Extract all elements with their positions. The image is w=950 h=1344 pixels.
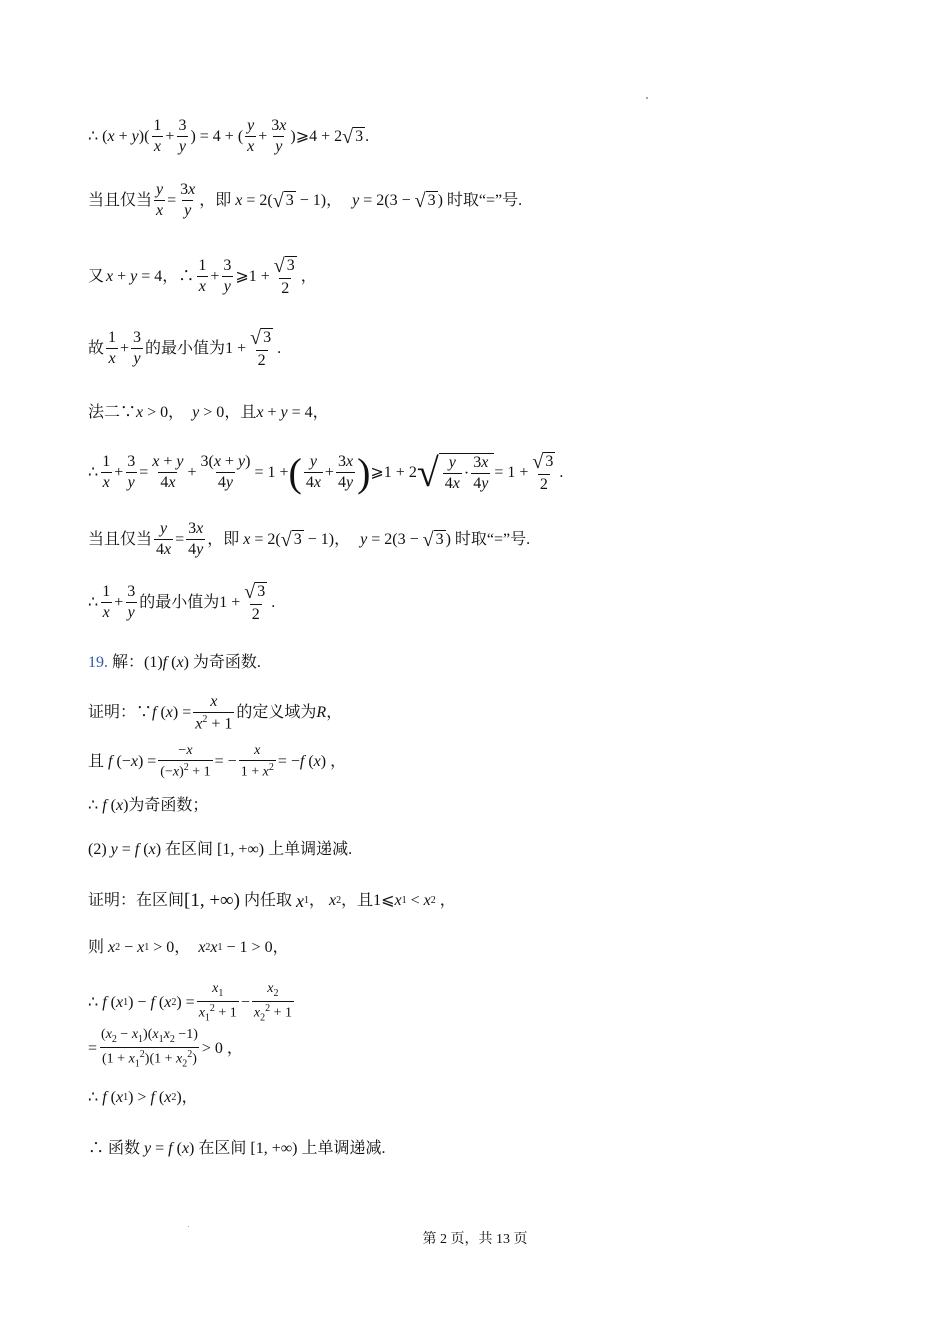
line-differences: 则 x 2 − x 1 > 0 ， x 2 x 1 − 1 > 0 ， [88,939,289,956]
part-2-header: (2) y = f ( x ) 在区间 [1, +∞) 上单调递减. [88,841,353,858]
question-19-header: 19. 解：(1) f ( x ) 为奇函数. [88,654,261,671]
line-domain-proof: 证明：∵ f ( x ) = $\frac{x}{x^2 + 1}$ 的定义域为 R ， [88,693,343,733]
line-conclusion-1: 故 1 x + $\frac{3}{y}$ 的最小值为 1 + √ 3 2 . [88,327,282,369]
question-number: 19. [88,654,108,671]
line-equality-condition-1: 当且仅当 $\frac{y}{x}$ = $\frac{3x}{y}$ ，即 x = 2( √ 3 − 1) ， y = 2(3 − √ 3 ) 时取“=”号. [88,181,523,219]
line-given-sum: 又 x + y = 4 ，∴ 1 x + $\frac{3}{y}$ ⩾1 + √ 3 2 ， [88,255,317,297]
line-method-two-header: 法二∵ x > 0 ， y > 0 ，且 x + y = 4 ， [88,404,329,421]
scan-dot-bottom [188,1226,189,1227]
line-method-two-derivation: ∴ 1 x + $\frac{3}{y}$ = $\frac{x + y}{4x}$ + $\frac{3(x + y)}{4y}$ = 1 + ( y 4x + $\frac{3x}{4y}$ ) ⩾1 + 2 √ y 4x · 3x 4y = 1 + √ 3 2 . [88,449,564,495]
line-equality-condition-2: 当且仅当 $\frac{y}{4x}$ = $\frac{3x}{4y}$ ，即 x = 2( √ 3 − 1) ， y = 2(3 − √ 3 ) 时取“=”号. [88,520,531,558]
scan-dot-top [646,97,648,99]
line-f-difference: ∴ f ( x 1 ) − f ( x 2 ) = $\frac{x_1}{x_1^2 + 1}$ − $\frac{x_2}{x_2^2 + 1}$ [88,981,292,1024]
line-f-difference-factored: = $\frac{(x_2 - x_1)(x_1x_2 -1)}{(1 + x_1^2)(1 + x_2^2)}$ > 0 ， [88,1027,243,1070]
page-footer: 第 2 页，共 13 页 [422,1232,528,1247]
line-identity-expansion: ∴ ( x + y )( 1 x + $\frac{3}{y}$ ) = 4 + ( y x + $\frac{3x}{y}$ )⩾4 + 2 √ 3 . [88,117,370,155]
line-odd-conclusion: ∴ f ( x ) 为奇函数； [88,797,209,814]
line-odd-check: 且 f (− x ) = $\frac{-x}{(-x)^2 + 1}$ = − $\frac{x}{1 + x^2}$ = − f ( x ) ， [88,743,347,780]
line-f-compare: ∴ f ( x 1 ) > f ( x 2 ) ， [88,1089,198,1106]
line-conclusion-2: ∴ 1 x + $\frac{3}{y}$ 的最小值为 1 + √ 3 2 . [88,581,276,623]
line-take-values: 证明：在区间 [1, +∞) 内任取 x 1 ， x 2 ，且 1⩽ x 1 < x 2 ， [88,890,456,911]
line-final-conclusion: ∴ 函数 y = f ( x ) 在区间 [1, +∞) 上单调递减. [88,1140,386,1157]
